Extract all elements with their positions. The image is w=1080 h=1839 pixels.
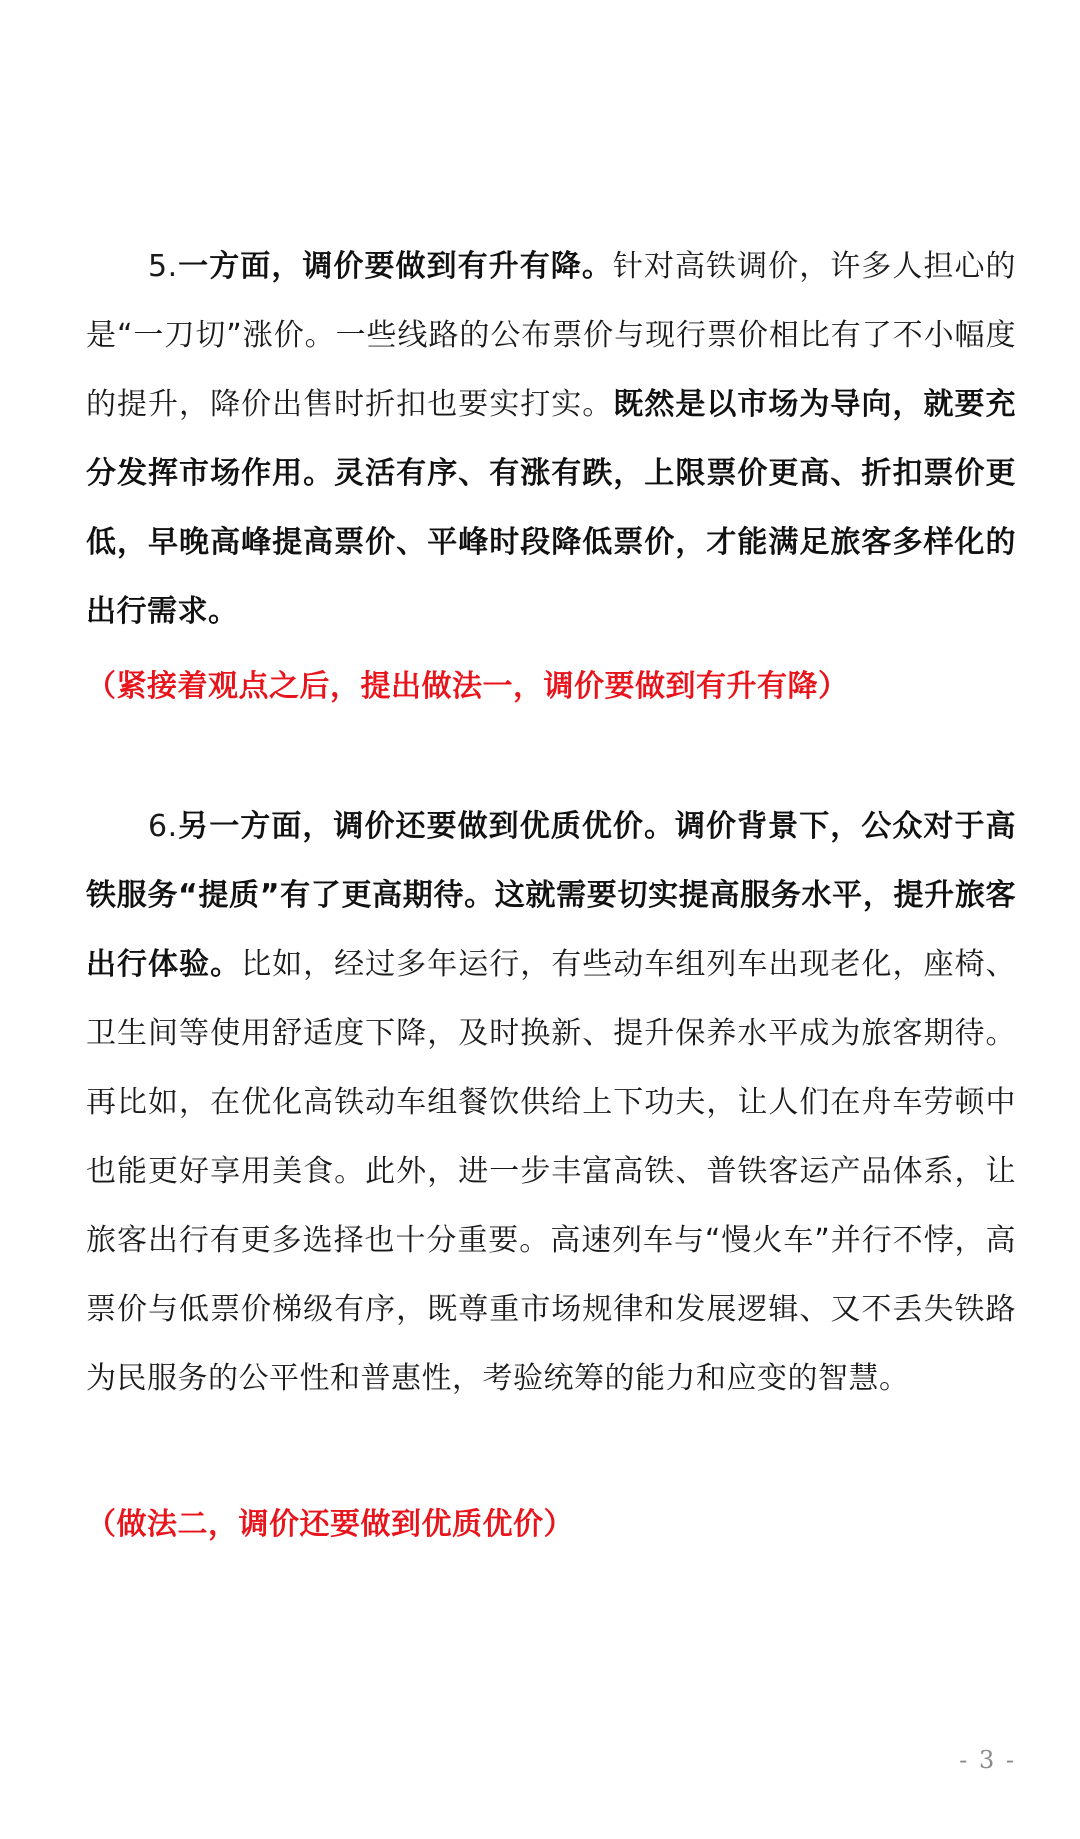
paragraph-5-number: 5. bbox=[148, 249, 178, 284]
paragraph-6-bold-lead: 另一方面，调价还要做到优质优价。调价背景下，公众对于高铁服务“提质”有了更高期待。这就需要切实提高服务水平，提升旅客出行体验。 bbox=[86, 809, 1016, 982]
paragraph-5-bold-lead: 一方面，调价要做到有升有降。 bbox=[177, 249, 613, 284]
paragraph-5-body: 针对高铁调价，许多人担心的是“一刀切”涨价。一些线路的公布票价与现行票价相比有了不小幅度的提升，降价出售时折扣也要实打实。 bbox=[86, 249, 1017, 422]
annotation-note-5: （紧接着观点之后，提出做法一，调价要做到有升有降） bbox=[86, 669, 849, 704]
paragraph-5-bold-conclusion: 既然是以市场为导向，就要充分发挥市场作用。灵活有序、有涨有跌，上限票价更高、折扣票价更低，早晚高峰提高票价、平峰时段降低票价，才能满足旅客多样化的出行需求。 bbox=[86, 387, 1017, 629]
paragraph-5 bbox=[86, 232, 1016, 646]
paragraph-6-body: 比如，经过多年运行，有些动车组列车出现老化，座椅、卫生间等使用舒适度下降，及时换新、提升保养水平成为旅客期待。再比如，在优化高铁动车组餐饮供给上下功夫，让人们在舟车劳顿中也能更好享用美食。此外，进一步丰富高铁、普铁客运产品体系，让旅客出行有更多选择也十分重要。高速列车与“慢火车”并行不悖，高票价与低票价梯级有序，既尊重市场规律和发展逻辑、又不丢失铁路为民服务的公平性和普惠性，考验统筹的能力和应变的智慧。 bbox=[86, 947, 1017, 1396]
paragraph-6 bbox=[86, 792, 1016, 1413]
paragraph-6-number: 6. bbox=[148, 809, 178, 844]
annotation-note-6: （做法二，调价还要做到优质优价） bbox=[86, 1507, 574, 1542]
page-number: - 3 - bbox=[959, 1746, 1016, 1774]
